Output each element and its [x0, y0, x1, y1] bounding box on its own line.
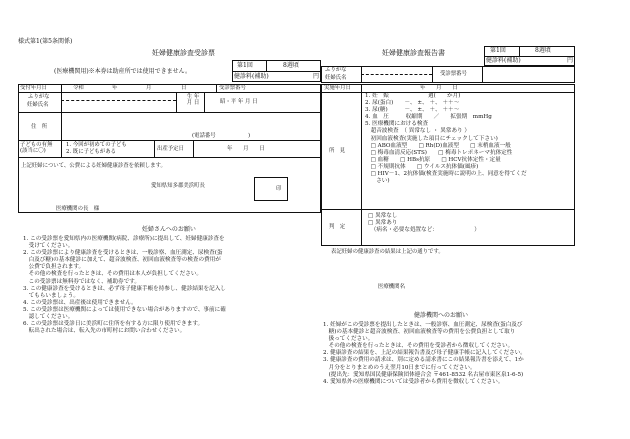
right-notes-title: 健診機関へのお願い — [414, 312, 469, 319]
received-day: 日 — [181, 85, 187, 91]
left-note-line: 6. この受診票は受診日に美浜町に住所を有する方に限り使用できます。 — [23, 321, 204, 328]
judgement-detail: （病名・必要な処置など： ） — [368, 227, 480, 234]
judgement-list — [368, 213, 480, 234]
right-notes-list — [323, 322, 526, 386]
right-round-label: 第1回 — [490, 47, 506, 54]
finding-line: 超音波検査 （ 異常なし ・ 異常あり ） — [365, 128, 471, 135]
judgement-normal[interactable]: □ 異常なし — [368, 213, 398, 219]
left-note-line: 3. この健康診査を受けるときは、必ず母子健康手帳を持参し、健診結果を記入し — [23, 285, 226, 292]
findings-list — [365, 93, 527, 185]
right-note-line: 月分をとりまとめのうえ翌月10日までに行ってください。 — [323, 364, 476, 371]
finding-line[interactable]: □ 不規則抗体 □ ウイルス抗体価(風疹) — [365, 163, 479, 170]
left-note-line: 公費で負担されます。 — [23, 264, 85, 271]
children-option-1[interactable]: 1. 今回が初めての子ども — [66, 142, 127, 148]
right-note-line: 4. 愛知県外の医療機関については受診者から費用を徴収してください。 — [323, 378, 504, 385]
right-title: 妊婦健康診査報告書 — [382, 49, 445, 57]
finding-line[interactable]: □ 血糖 □ HBs抗原 □ HCV抗体定性・定量 — [365, 156, 501, 163]
seal-mark: 印 — [276, 186, 282, 192]
right-note-line: 2. 健康診査の結果を、上記の結果報告書及び母子健康手帳に記入してください。 — [323, 350, 526, 357]
finding-line: 5. 医療機関における検査 — [365, 121, 429, 128]
judgement-abnormal[interactable]: □ 異常あり — [368, 220, 398, 227]
left-note-line: 受けてください。 — [23, 243, 74, 250]
result-note: 表記妊婦の健康診査の結果は上記の通りです。 — [331, 249, 444, 255]
finding-line: 3. 尿(糖) －、 ±、 ＋、 ＋＋〜 — [365, 107, 460, 114]
form-label: 様式第1(第5条関係) — [18, 38, 73, 45]
children-label: 子どもの有無 (該当に〇) — [20, 142, 53, 155]
right-note-line: 3. 健康診査の費用の請求は、別に定める請求書にこの結果報告書を添えて、1か — [323, 357, 524, 364]
left-note-line: この受診票は無料券ではなく、補助券です。 — [23, 278, 140, 285]
left-note-line: 1. この受診票を愛知県内の医療機関(病院、診療所)に提出して、妊婦健康診査を — [23, 236, 225, 242]
left-yen: 円 — [313, 73, 320, 80]
finding-line: 初回血液検査(実施した項目にチェックして下さい) — [365, 135, 498, 142]
left-note-line: 2. この受診票により健康診査を受けるときは、一般診察、血圧測定、尿検査(蛋 — [23, 250, 223, 257]
mayor-label: 愛知県知多郡美浜町長 — [151, 183, 205, 189]
left-note-line: てもらいましょう。 — [23, 292, 79, 299]
judgement-label: 判 定 — [329, 224, 346, 230]
right-cost-label: 健診料(補助) — [486, 57, 521, 64]
left-note-line: 5. この受診票は医療機関によっては使用できない場合がありますので、事前に確 — [23, 306, 226, 313]
received-month: 月 — [146, 85, 152, 91]
received-date-label: 受付年月日 — [20, 85, 47, 91]
left-cost-label: 健診料(補助) — [234, 73, 269, 80]
right-note-line: 1. 妊婦がこの受診票を提出したときは、一般診察、血圧測定、尿検査(蛋白及び — [323, 322, 523, 328]
finding-line: 4. 血 圧 収縮期 ／ 拡張期 mmHg — [365, 114, 492, 121]
exam-date-label: 実施年月日 — [324, 85, 351, 91]
left-note-line: その他の検査を行ったときは、その費用は本人が負担してください。 — [23, 271, 203, 278]
due-date-label: 出産予定日 — [157, 146, 184, 152]
left-furigana-label: ふりがな — [28, 94, 50, 100]
finding-line[interactable]: □ HIV－1、2抗体価(検査実施時に説明の上、同意を得てくだ — [365, 171, 527, 178]
findings-label: 所 見 — [329, 148, 346, 154]
received-year: 年 — [112, 85, 118, 91]
left-notes-list — [23, 236, 226, 335]
finding-line: 1. 妊 娠 週( か月) — [365, 93, 461, 99]
receipt-number-label: 受診票番号 — [219, 85, 246, 91]
address-label: 住 所 — [31, 124, 48, 130]
finding-line[interactable]: □ 梅毒血清反応(STS) □ 梅毒トレポネーマ抗体定性 — [365, 149, 513, 156]
children-option-2[interactable]: 2. 既に子どもがある — [66, 149, 116, 155]
right-note-line: (提出先：愛知県国民健康保険団体連合会 〒461-8532 名古屋市東区泉1-6-5) — [323, 371, 524, 378]
left-note-line: 白及び糖)の基本健診に加えて、超音波検査、初回血液検査等の検査の費用が — [23, 257, 221, 264]
seal-box — [254, 177, 288, 201]
right-furigana-label: ふりがな — [325, 67, 347, 73]
right-note-line: 糖)の基本健診と超音波検査、初回血液検査等の費用を公費負担として取り — [323, 329, 516, 336]
exam-date-value: 年 月 日 — [420, 85, 458, 91]
right-receipt-label: 受診票番号 — [440, 71, 467, 77]
left-note-line: 認してください。 — [23, 314, 74, 321]
right-week-label: 8週頃 — [535, 47, 551, 54]
due-date-value: 年 月 日 — [227, 146, 265, 152]
birth-label: 生 年 月 日 — [186, 94, 200, 107]
birth-value: 昭・平 年 月 日 — [220, 99, 258, 105]
request-text: 上記妊婦について、公費による妊婦健康診査を依頼します。 — [21, 163, 166, 169]
left-week-label: 8週頃 — [283, 62, 299, 69]
clinic-name-label: 医療機関名 — [378, 284, 405, 290]
phone-label: (電話番号 ) — [192, 133, 251, 139]
left-round-label: 第1回 — [237, 62, 253, 69]
right-note-line: その他の検査を行ったときは、その費用を受診者から徴収してください。 — [323, 343, 514, 350]
left-title: 妊婦健康診査受診票 — [152, 49, 215, 57]
right-yen: 円 — [567, 57, 574, 64]
left-name-label: 妊婦氏名 — [27, 102, 49, 108]
left-note-line: 4. この受診票は、出産後は使用できません。 — [23, 299, 137, 306]
clinic-head: 医療機関の長 様 — [56, 206, 100, 212]
left-note-line: 転出された場合は、転入先の市町村にお問い合わせください。 — [23, 328, 186, 335]
right-name-label: 妊婦氏名 — [325, 75, 347, 81]
finding-line: 2. 尿(蛋白) －、 ±、 ＋、 ＋＋〜 — [365, 100, 460, 107]
left-notice: (医療機関用)※本券は助産所では使用できません。 — [54, 68, 192, 75]
received-era: 令和 — [73, 85, 84, 91]
left-notes-title: 妊婦さんへのお願い — [142, 226, 196, 233]
finding-line: さい) — [365, 178, 390, 185]
right-note-line: 扱ってください。 — [323, 336, 374, 343]
finding-line[interactable]: □ ABO血液型 □ Rh(D)血液型 □ 末梢血液一般 — [365, 142, 511, 149]
